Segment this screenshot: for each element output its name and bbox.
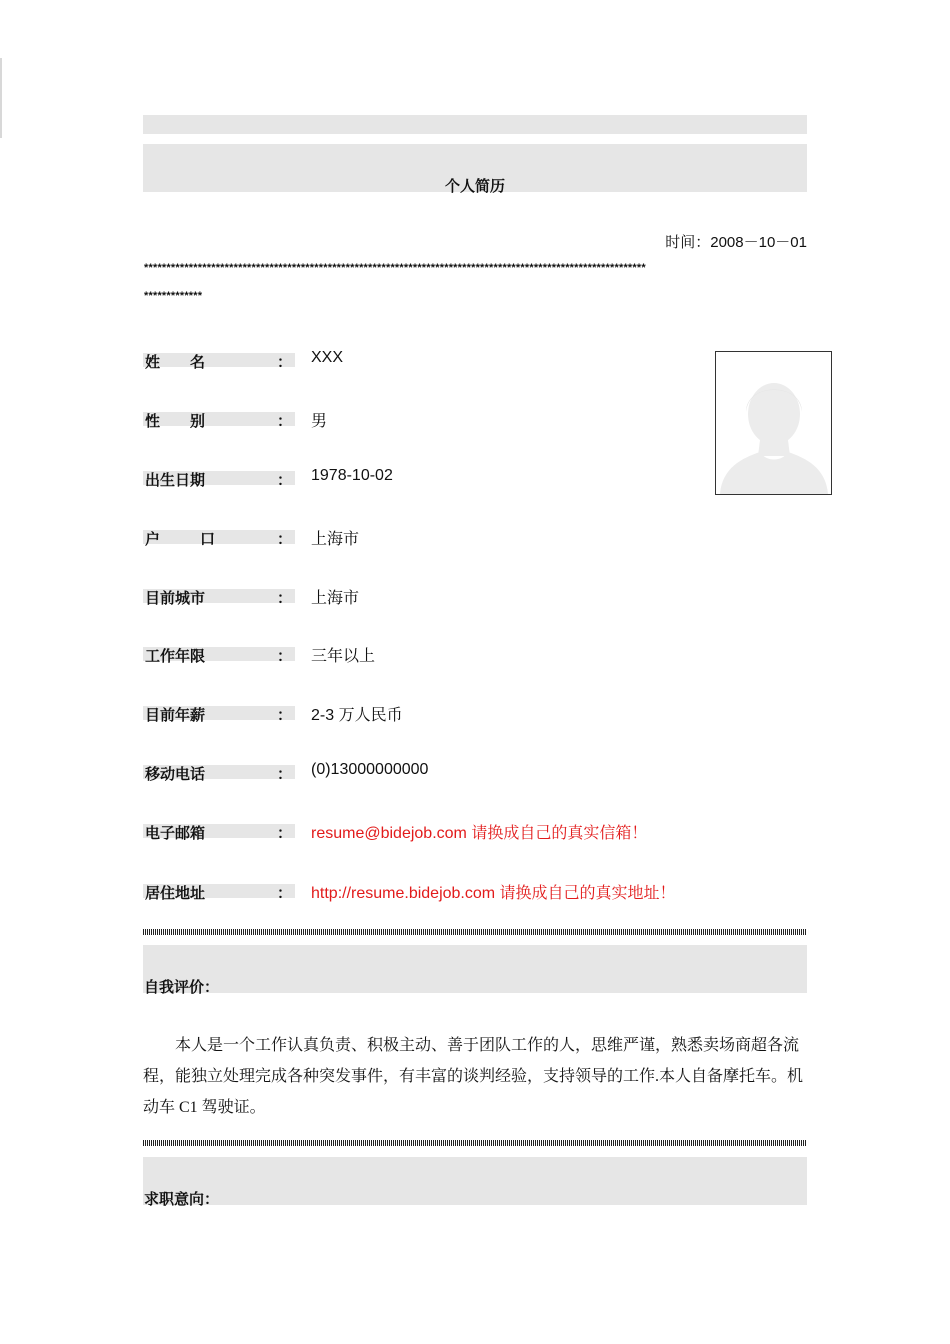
- title-band: [143, 144, 807, 195]
- info-colon: ：: [277, 531, 293, 548]
- info-value: 三年以上: [311, 648, 376, 665]
- info-label: 电子邮箱: [145, 825, 206, 842]
- info-row-work-years: [143, 643, 703, 667]
- info-row-address: [143, 880, 703, 904]
- person-silhouette-icon: [716, 352, 831, 494]
- address-link[interactable]: http://resume.bidejob.com 请换成自己的真实地址！: [311, 885, 676, 902]
- info-label: 工作年限: [145, 648, 206, 665]
- info-colon: ：: [277, 766, 293, 783]
- info-label: 出生日期: [145, 472, 206, 489]
- star-separator-line-2: *************: [144, 290, 203, 302]
- section-divider: [143, 1140, 807, 1146]
- info-row-email: [143, 820, 703, 844]
- section-divider: [143, 929, 807, 935]
- info-row-hukou: [143, 526, 703, 550]
- resume-title: 个人简历: [444, 178, 505, 195]
- info-value: 1978-10-02: [311, 467, 393, 484]
- job-intention-title: 求职意向：: [144, 1191, 220, 1208]
- info-colon: ：: [277, 825, 293, 842]
- star-separator-line-1: ****************************************************************************************************************: [144, 262, 646, 274]
- info-row-name: [143, 349, 703, 373]
- info-label: 性别: [145, 413, 236, 430]
- info-colon: ：: [277, 648, 293, 665]
- info-colon: ：: [277, 472, 293, 489]
- top-decor-bar: [143, 115, 807, 134]
- info-value: 上海市: [311, 531, 360, 548]
- info-value: (0)13000000000: [311, 761, 429, 778]
- info-value: 男: [311, 413, 328, 430]
- info-row-mobile: [143, 761, 703, 785]
- self-evaluation-text: 本人是一个工作认真负责、积极主动、善于团队工作的人，思维严谨，熟悉卖场商超各流程，能独立处理完成各种突发事件，有丰富的谈判经验，支持领导的工作.本人自备摩托车。机动车 C1 驾驶证。: [143, 1037, 804, 1116]
- info-label: 移动电话: [145, 766, 206, 783]
- info-value: XXX: [311, 349, 344, 366]
- info-label: 目前城市: [145, 590, 206, 607]
- page-edge-mark: [0, 58, 2, 138]
- info-value: 上海市: [311, 590, 360, 607]
- info-label: 户口: [145, 531, 256, 548]
- info-colon: ：: [277, 413, 293, 430]
- info-row-birthdate: [143, 467, 703, 491]
- info-value: 2-3 万人民币: [311, 707, 403, 724]
- info-colon: ：: [277, 707, 293, 724]
- info-label: 姓名: [145, 354, 236, 371]
- self-evaluation-title: 自我评价：: [144, 979, 220, 996]
- email-link[interactable]: resume@bidejob.com 请换成自己的真实信箱！: [311, 825, 648, 842]
- self-evaluation-band: [143, 945, 807, 996]
- info-row-salary: [143, 702, 703, 726]
- info-row-gender: [143, 408, 703, 432]
- info-row-current-city: [143, 585, 703, 609]
- date-line: 时间：2008－10－01: [665, 234, 807, 251]
- info-label: 目前年薪: [145, 707, 206, 724]
- info-colon: ：: [277, 590, 293, 607]
- info-label: 居住地址: [145, 885, 206, 902]
- job-intention-band: [143, 1157, 807, 1208]
- info-colon: ：: [277, 885, 293, 902]
- info-colon: ：: [277, 354, 293, 371]
- profile-photo: [715, 351, 832, 495]
